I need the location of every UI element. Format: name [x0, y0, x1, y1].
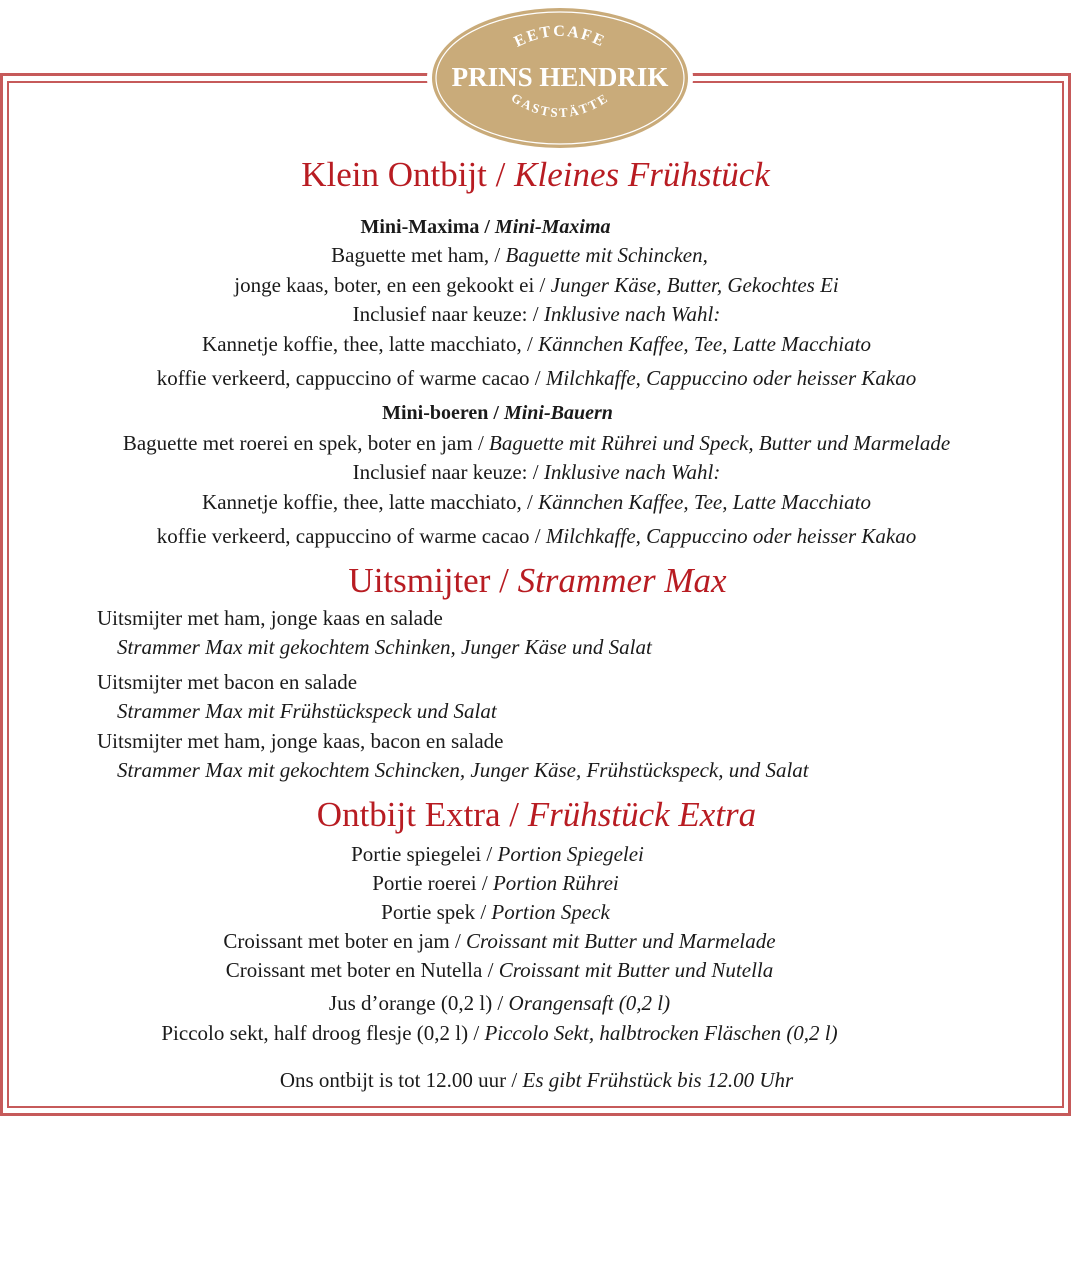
extra-item-piccolo-sekt [0, 1023, 1035, 1044]
footer-note [1, 1070, 1071, 1091]
title-de: Strammer Max [517, 561, 727, 600]
line-de: Baguette mit Schincken, [505, 243, 708, 267]
item-de: Croissant mit Butter und Marmelade [466, 929, 776, 953]
prins-hendrik-logo [425, 2, 695, 154]
item-nl: Portie spiegelei / [351, 842, 498, 866]
mini-maxima-line-3 [1, 304, 1071, 325]
uitsmijter-item-1-nl: Uitsmijter met ham, jonge kaas en salade [97, 606, 443, 630]
line-de: Milchkaffe, Cappuccino oder heisser Kakao [545, 524, 917, 548]
extra-item-spek [0, 902, 1031, 923]
logo-bottom-text: GASTSTÄTTE [508, 89, 612, 121]
item-title-mini-maxima [0, 217, 1021, 237]
mini-boeren-line-3 [1, 492, 1071, 513]
line-nl: jonge kaas, boter, en een gekookt ei / [234, 273, 551, 297]
item-de: Orangensaft (0,2 l) [508, 991, 671, 1015]
footer-nl: Ons ontbijt is tot 12.00 uur / [279, 1068, 523, 1092]
name-de: Mini-Maxima [494, 216, 611, 238]
line-de: Baguette mit Rührei und Speck, Butter und Marmelade [489, 431, 951, 455]
item-title-mini-boeren [0, 403, 1033, 423]
title-nl: Uitsmijter / [348, 561, 518, 600]
uitsmijter-item-2-nl: Uitsmijter met bacon en salade [97, 670, 358, 694]
line-nl: Kannetje koffie, thee, latte macchiato, / [202, 490, 539, 514]
line-de: Inklusive nach Wahl: [543, 302, 721, 326]
title-nl: Ontbijt Extra / [316, 795, 528, 834]
item-de: Strammer Max mit gekochtem Schincken, Junger Käse, Frühstückspeck, und Salat [117, 758, 809, 782]
line-de: Inklusive nach Wahl: [543, 460, 721, 484]
extra-item-croissant-jam [0, 931, 1035, 952]
line-de: Kännchen Kaffee, Tee, Latte Macchiato [538, 332, 871, 356]
mini-maxima-line-5 [1, 368, 1071, 389]
name-nl: Mini-Maxima / [360, 216, 495, 238]
item-nl: Piccolo sekt, half droog flesje (0,2 l) / [161, 1021, 485, 1045]
item-de: Strammer Max mit Frühstückspeck und Salat [117, 699, 497, 723]
extra-item-jus-dorange [0, 993, 1035, 1014]
line-de: Junger Käse, Butter, Gekochtes Ei [550, 273, 839, 297]
item-de: Piccolo Sekt, halbtrocken Fläschen (0,2 l) [484, 1021, 838, 1045]
mini-maxima-line-4 [1, 334, 1071, 355]
section-title-uitsmijter [2, 563, 1071, 598]
mini-boeren-line-2 [1, 462, 1071, 483]
line-nl: Inclusief naar keuze: / [352, 302, 544, 326]
item-nl: Portie roerei / [372, 871, 493, 895]
line-nl: koffie verkeerd, cappuccino of warme cacao / [156, 366, 546, 390]
title-de: Kleines Frühstück [514, 155, 770, 194]
logo-name: PRINS HENDRIK [451, 62, 669, 92]
mini-maxima-line-2 [1, 275, 1071, 296]
line-de: Kännchen Kaffee, Tee, Latte Macchiato [538, 490, 871, 514]
item-de: Portion Rührei [492, 871, 619, 895]
logo-top-text: EETCAFE [511, 23, 609, 51]
extra-item-spiegelei [0, 844, 1033, 865]
line-nl: Kannetje koffie, thee, latte macchiato, / [202, 332, 539, 356]
name-nl: Mini-boeren / [382, 402, 504, 424]
uitsmijter-item-2-de [117, 701, 1071, 722]
line-nl: Inclusief naar keuze: / [352, 460, 544, 484]
line-nl: Baguette met ham, / [331, 243, 506, 267]
uitsmijter-item-3-nl: Uitsmijter met ham, jonge kaas, bacon en salade [97, 729, 504, 753]
extra-item-roerei [0, 873, 1031, 894]
uitsmijter-item-1-de [117, 637, 1071, 658]
item-nl: Portie spek / [381, 900, 492, 924]
title-nl: Klein Ontbijt / [301, 155, 515, 194]
item-de: Portion Spiegelei [497, 842, 644, 866]
name-de: Mini-Bauern [503, 402, 613, 424]
mini-boeren-line-4 [1, 526, 1071, 547]
item-nl: Croissant met boter en jam / [223, 929, 467, 953]
mini-maxima-line-1 [0, 245, 1055, 266]
line-de: Milchkaffe, Cappuccino oder heisser Kakao [545, 366, 917, 390]
mini-boeren-line-1 [1, 433, 1071, 454]
section-title-klein-ontbijt [0, 157, 1071, 192]
item-nl: Jus d’orange (0,2 l) / [328, 991, 509, 1015]
item-de: Strammer Max mit gekochtem Schinken, Junger Käse und Salat [117, 635, 652, 659]
line-nl: Baguette met roerei en spek, boter en jam / [122, 431, 490, 455]
title-de: Frühstück Extra [527, 795, 757, 834]
uitsmijter-item-3-de [117, 760, 1071, 781]
extra-item-croissant-nutella [0, 960, 1035, 981]
section-title-ontbijt-extra [1, 797, 1071, 832]
item-de: Croissant mit Butter und Nutella [498, 958, 774, 982]
item-de: Portion Speck [491, 900, 610, 924]
line-nl: koffie verkeerd, cappuccino of warme cacao / [156, 524, 546, 548]
item-nl: Croissant met boter en Nutella / [225, 958, 499, 982]
footer-de: Es gibt Frühstück bis 12.00 Uhr [522, 1068, 794, 1092]
